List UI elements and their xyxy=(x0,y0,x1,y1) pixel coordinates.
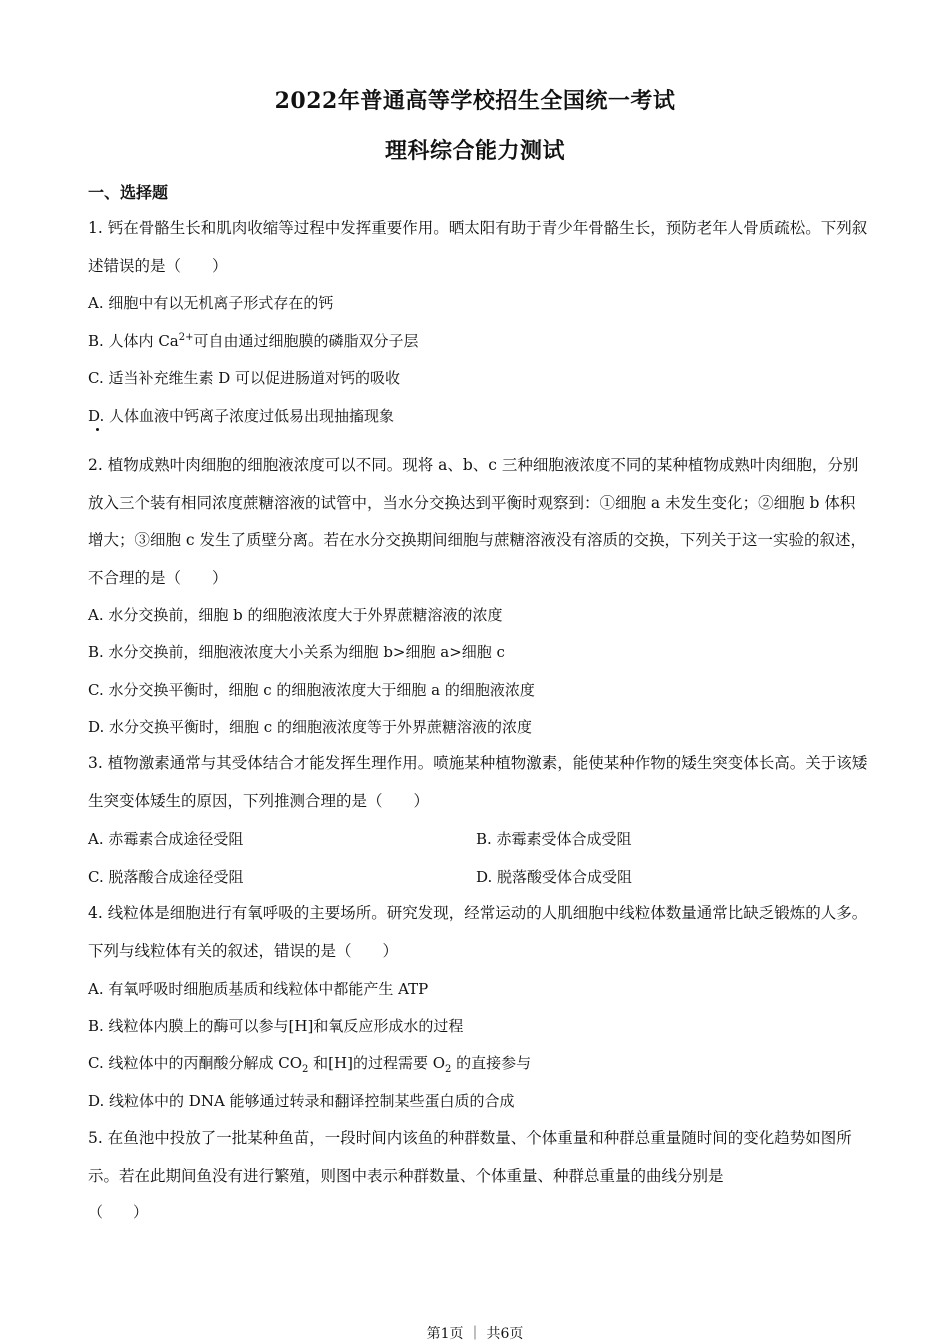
question-4-option-b: B. 线粒体内膜上的酶可以参与[H]和氧反应形成水的过程 xyxy=(88,1017,464,1035)
question-4-option-a: A. 有氧呼吸时细胞质基质和线粒体中都能产生 ATP xyxy=(88,980,429,998)
question-4-option-d: D. 线粒体中的 DNA 能够通过转录和翻译控制某些蛋白质的合成 xyxy=(88,1092,515,1110)
question-3-option-b: B. 赤霉素受体合成受阻 xyxy=(476,830,632,848)
question-1-option-c: C. 适当补充维生素 D 可以促进肠道对钙的吸收 xyxy=(88,369,401,387)
question-2-option-a: A. 水分交换前，细胞 b 的细胞液浓度大于外界蔗糖溶液的浓度 xyxy=(88,606,503,624)
question-3-option-c: C. 脱落酸合成途径受阻 xyxy=(88,868,244,886)
question-1-option-a: A. 细胞中有以无机离子形式存在的钙 xyxy=(88,294,334,312)
question-2-option-c: C. 水分交换平衡时，细胞 c 的细胞液浓度大于细胞 a 的细胞液浓度 xyxy=(88,681,535,699)
question-1-stem: 1. 钙在骨骼生长和肌肉收缩等过程中发挥重要作用。晒太阳有助于青少年骨骼生长，预防老年人骨质疏松。下列叙述错误的是（ ） xyxy=(88,219,868,275)
question-2-stem: 2. 植物成熟叶肉细胞的细胞液浓度可以不同。现将 a、b、c 三种细胞液浓度不同的某种植物成熟叶肉细胞，分别放入三个装有相同浓度蔗糖溶液的试管中，当水分交换达到平衡时观察到：①细胞 a 未发生变化；②细胞 b 体积增大；③细胞 c 发生了质壁分离。若在水分交换期间细胞与蔗糖溶液没有溶质的交换，下列关于这一实验的叙述，不合理的是（ ） xyxy=(88,456,867,587)
question-3-stem: 3. 植物激素通常与其受体结合才能发挥生理作用。喷施某种植物激素，能使某种作物的矮生突变体长高。关于该矮生突变体矮生的原因，下列推测合理的是（ ） xyxy=(88,754,868,810)
page-footer: 第1页 ｜ 共6页 xyxy=(426,1326,524,1342)
question-5-answer-paren: （ ） xyxy=(88,1203,149,1221)
exam-subtitle: 理科综合能力测试 xyxy=(384,138,565,164)
mark-dot xyxy=(96,428,99,431)
question-1-option-b: B. 人体内 $Ca^{2+}$可自由通过细胞膜的磷脂双分子层 xyxy=(88,332,419,350)
question-1-option-d: D. 人体血液中钙离子浓度过低易出现抽搐现象 xyxy=(88,407,395,425)
exam-title: 2022年普通高等学校招生全国统一考试 xyxy=(274,88,676,114)
question-4-option-c: C. 线粒体中的丙酮酸分解成 $CO_2$ 和[H]的过程需要 $O_2$ 的直接参与 xyxy=(88,1054,532,1075)
question-3-option-d: D. 脱落酸受体合成受阻 xyxy=(476,868,633,886)
question-2-option-b: B. 水分交换前，细胞液浓度大小关系为细胞 b>细胞 a>细胞 c xyxy=(88,643,505,661)
question-4-stem: 4. 线粒体是细胞进行有氧呼吸的主要场所。研究发现，经常运动的人肌细胞中线粒体数量通常比缺乏锻炼的人多。下列与线粒体有关的叙述，错误的是（ ） xyxy=(88,904,868,960)
question-2-option-d: D. 水分交换平衡时，细胞 c 的细胞液浓度等于外界蔗糖溶液的浓度 xyxy=(88,718,532,736)
question-5-stem: 5. 在鱼池中投放了一批某种鱼苗，一段时间内该鱼的种群数量、个体重量和种群总重量随时间的变化趋势如图所示。若在此期间鱼没有进行繁殖，则图中表示种群数量、个体重量、种群总重量的曲线分别是 xyxy=(88,1129,852,1185)
question-3-option-a: A. 赤霉素合成途径受阻 xyxy=(88,830,244,848)
section-heading: 一、选择题 xyxy=(88,183,169,202)
